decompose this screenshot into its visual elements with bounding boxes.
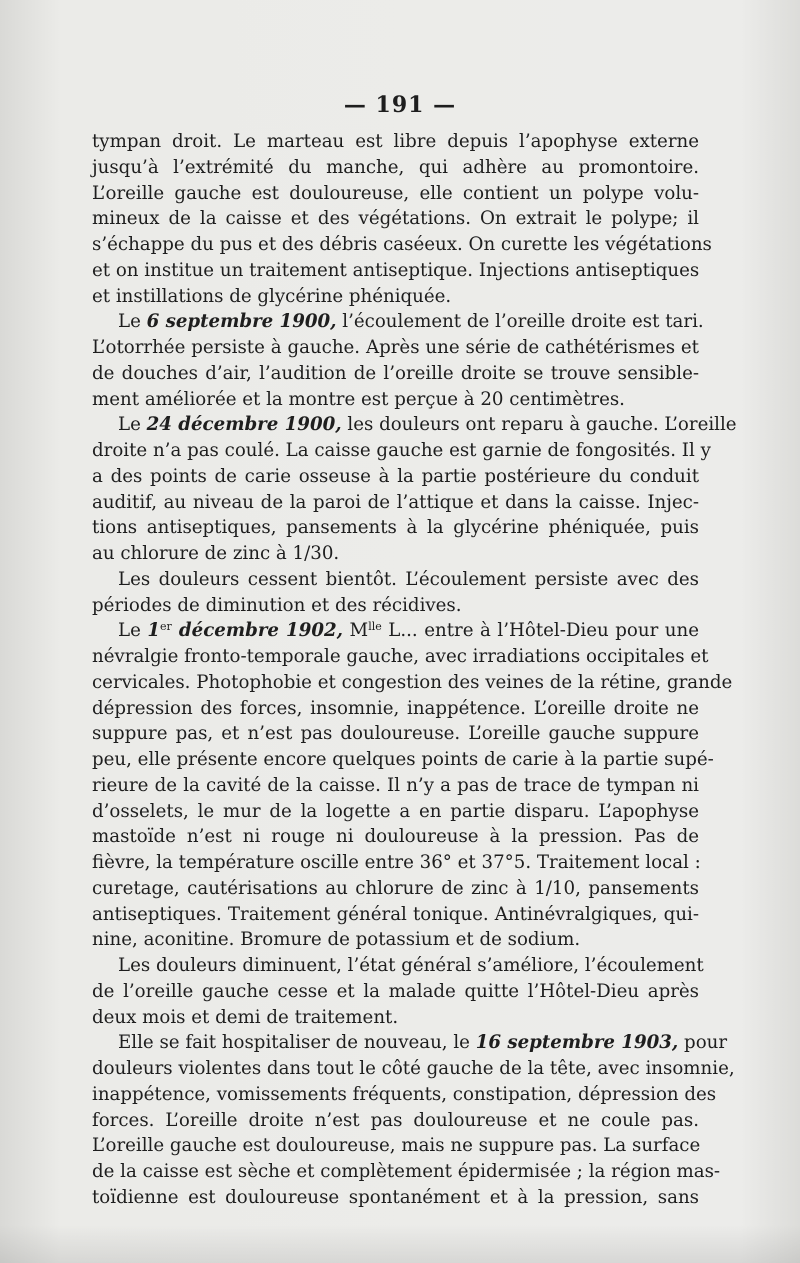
page-number: — 191 — [343, 92, 457, 118]
text-line: forces. L’oreille droite n’est pas douloureuse et ne coule pas. [92, 1109, 699, 1131]
text-line: et on institue un traitement antiseptique. Injections antiseptiques [92, 259, 700, 281]
text-line: de la caisse est sèche et complètement épidermisée ; la région mas- [92, 1161, 721, 1182]
text-line: Les douleurs cessent bientôt. L’écoulement persiste avec des [118, 568, 699, 590]
text-line: nine, aconitine. Bromure de potassium et de sodium. [92, 929, 581, 951]
text-line: deux mois et demi de traitement. [92, 1006, 399, 1028]
text-segment: Elle se fait hospitaliser de nouveau, le [118, 1032, 476, 1054]
date-italic: décembre 1902, [171, 620, 344, 642]
text-line: curetage, cautérisations au chlorure de zinc à 1/10, pansements [92, 877, 699, 899]
text-line: a des points de carie osseuse à la partie postérieure du conduit [92, 465, 699, 487]
text-line: L’oreille gauche est douloureuse, elle contient un polype volu- [92, 182, 699, 204]
text-line: auditif, au niveau de la paroi de l’attique et dans la caisse. Injec- [92, 491, 699, 513]
text-segment: L... entre à l’Hôtel-Dieu pour une [381, 620, 699, 642]
text-line: mastoïde n’est ni rouge ni douloureuse à la pression. Pas de [92, 826, 699, 848]
text-line [92, 1030, 728, 1056]
date-italic: 6 septembre 1900, [146, 311, 337, 333]
text-line [92, 309, 704, 335]
text-line: s’échappe du pus et des débris caséeux. On curette les végétations [92, 234, 712, 255]
text-line: L’otorrhée persiste à gauche. Après une série de cathétérismes et [92, 337, 699, 358]
text-line: cervicales. Photophobie et congestion des veines de la rétine, grande [92, 671, 733, 693]
text-line: mineux de la caisse et des végétations. On extrait le polype; il [92, 208, 699, 230]
text-line: périodes de diminution et des récidives. [92, 594, 462, 616]
text-line: rieure de la cavité de la caisse. Il n’y a pas de trace de tympan ni [92, 774, 699, 796]
text-line: jusqu’à l’extrémité du manche, qui adhère au promontoire. [92, 156, 699, 178]
page-bottom-edge [0, 1225, 800, 1263]
date-italic: 1 [147, 620, 161, 642]
text-segment: l’écoulement de l’oreille droite est tari. [336, 311, 704, 333]
text-line: de douches d’air, l’audition de l’oreille droite se trouve sensible- [92, 362, 699, 384]
text-line: dépression des forces, insomnie, inappétence. L’oreille droite ne [92, 697, 699, 719]
superscript: lle [368, 620, 382, 634]
text-line: toïdienne est douloureuse spontanément et à la pression, sans [92, 1186, 699, 1208]
text-line: fièvre, la température oscille entre 36° et 37°5. Traitement local : [92, 852, 701, 873]
text-line: tions antiseptiques, pansements à la glycérine phéniquée, puis [92, 517, 699, 539]
text-line: et instillations de glycérine phéniquée. [92, 285, 452, 307]
text-line: L’oreille gauche est douloureuse, mais ne suppure pas. La surface [92, 1135, 701, 1157]
text-line: inappétence, vomissements fréquents, constipation, dépression des [92, 1083, 717, 1105]
text-segment: Le [118, 414, 147, 436]
text-line: au chlorure de zinc à 1/30. [92, 543, 340, 564]
text-line: ment améliorée et la montre est perçue à 20 centimètres. [92, 388, 625, 410]
text-line: d’osselets, le mur de la logette a en partie disparu. L’apophyse [92, 800, 699, 822]
text-line: suppure pas, et n’est pas douloureuse. L’oreille gauche suppure [92, 723, 699, 745]
text-segment: M [343, 620, 369, 642]
text-line: droite n’a pas coulé. La caisse gauche est garnie de fongosités. Il y [92, 440, 711, 461]
text-line: Les douleurs diminuent, l’état général s’améliore, l’écoulement [118, 955, 704, 976]
text-segment: Le [118, 620, 148, 642]
text-line [92, 618, 699, 644]
text-line: antiseptiques. Traitement général tonique. Antinévralgiques, qui- [92, 903, 699, 925]
text-line [92, 412, 737, 438]
date-italic: 24 décembre 1900, [146, 414, 342, 436]
date-italic: 16 septembre 1903, [475, 1032, 679, 1054]
text-line: tympan droit. Le marteau est libre depuis l’apophyse externe [92, 131, 699, 152]
text-segment: Le [118, 311, 147, 333]
text-line: peu, elle présente encore quelques points de carie à la partie supé- [92, 749, 714, 770]
text-line: de l’oreille gauche cesse et la malade quitte l’Hôtel-Dieu après [92, 980, 699, 1002]
body-text [92, 129, 737, 1211]
superscript: er [160, 620, 172, 634]
text-line: douleurs violentes dans tout le côté gauche de la tête, avec insomnie, [92, 1058, 735, 1079]
text-segment: pour [678, 1032, 728, 1054]
text-segment: les douleurs ont reparu à gauche. L’oreille [341, 414, 737, 436]
text-line: névralgie fronto-temporale gauche, avec irradiations occipitales et [92, 646, 709, 667]
